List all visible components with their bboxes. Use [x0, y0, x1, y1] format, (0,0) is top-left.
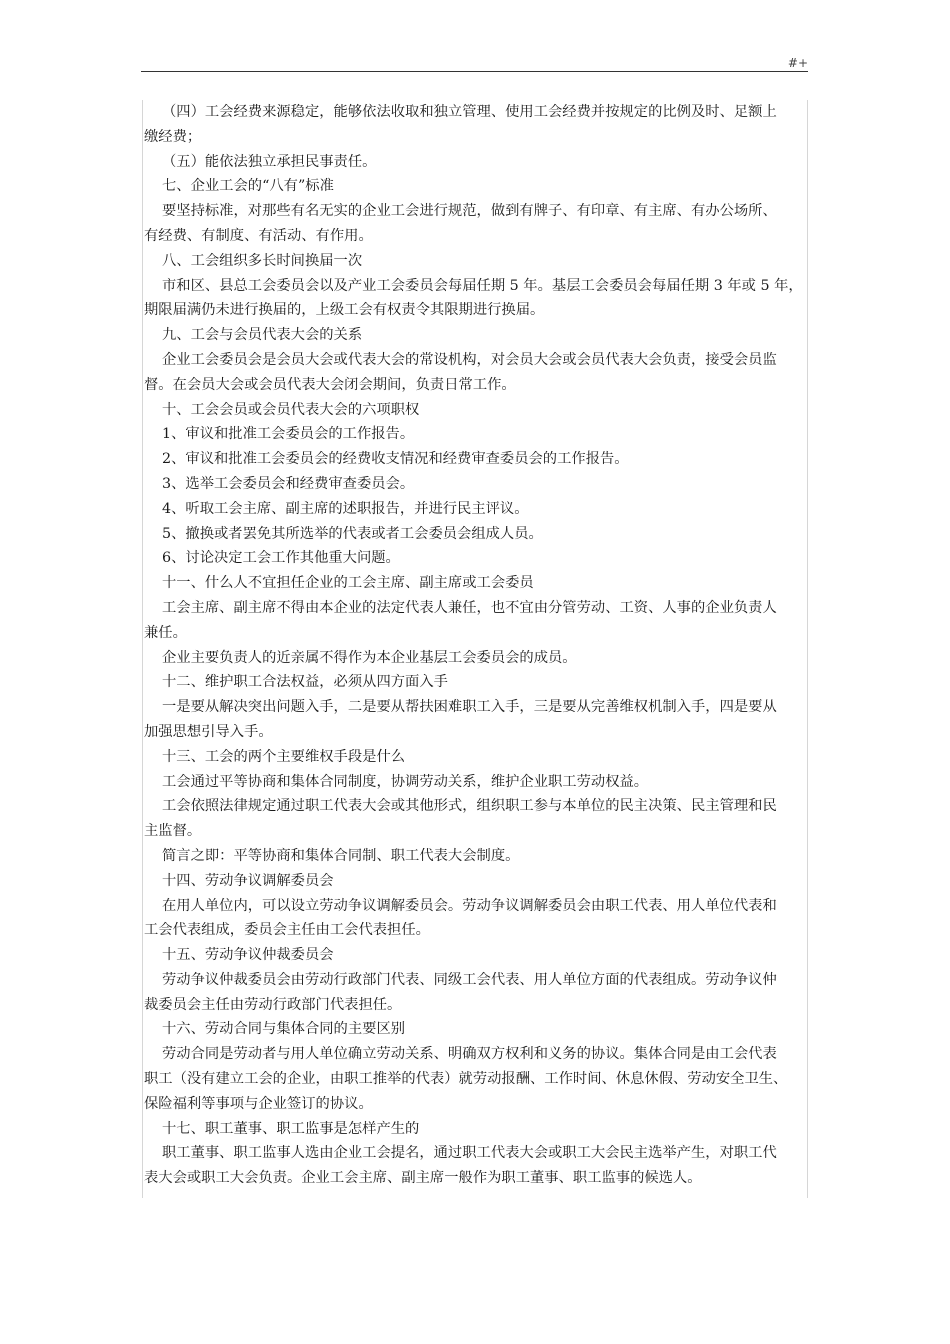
text-line: 工会通过平等协商和集体合同制度，协调劳动关系，维护企业职工劳动权益。 — [162, 773, 649, 790]
text-line: 3、选举工会委员会和经费审查委员会。 — [162, 475, 415, 492]
section-heading: 十一、什么人不宜担任企业的工会主席、副主席或工会委员 — [162, 575, 534, 592]
text-line: 劳动合同是劳动者与用人单位确立劳动关系、明确双方权利和义务的协议。集体合同是由工会代表 — [162, 1046, 777, 1063]
section-heading: 十、工会会员或会员代表大会的六项职权 — [162, 401, 420, 418]
text-line: 2、审议和批准工会委员会的经费收支情况和经费审查委员会的工作报告。 — [162, 451, 629, 468]
header-rule — [141, 71, 808, 72]
text-line: （四）工会经费来源稳定，能够依法收取和独立管理、使用工会经费并按规定的比例及时、足额上 — [162, 104, 777, 120]
section-heading: 七、企业工会的“八有”标准 — [162, 178, 334, 195]
document-body — [142, 100, 808, 1198]
text-line: 5、撤换或者罢免其所选举的代表或者工会委员会组成人员。 — [162, 525, 543, 542]
section-heading: 十五、劳动争议仲裁委员会 — [162, 947, 334, 964]
text-line: 劳动争议仲裁委员会由劳动行政部门代表、同级工会代表、用人单位方面的代表组成。劳动争议仲 — [162, 971, 777, 988]
text-line: 有经费、有制度、有活动、有作用。 — [144, 227, 373, 244]
text-line: 表大会或职工大会负责。企业工会主席、副主席一般作为职工董事、职工监事的候选人。 — [144, 1170, 702, 1187]
text-line: （五）能依法独立承担民事责任。 — [162, 153, 377, 170]
section-heading: 十三、工会的两个主要维权手段是什么 — [162, 748, 406, 765]
text-line: 主监督。 — [144, 823, 202, 840]
text-line: 1、审议和批准工会委员会的工作报告。 — [162, 426, 415, 443]
text-line: 企业工会委员会是会员大会或代表大会的常设机构，对会员大会或会员代表大会负责，接受会员监 — [162, 351, 777, 368]
text-line: 要坚持标准，对那些有名无实的企业工会进行规范，做到有牌子、有印章、有主席、有办公场所、 — [162, 203, 777, 220]
section-heading: 十六、劳动合同与集体合同的主要区别 — [162, 1021, 406, 1038]
section-heading: 八、工会组织多长时间换届一次 — [162, 252, 363, 269]
text-line: 保险福利等事项与企业签订的协议。 — [144, 1095, 373, 1112]
text-line: 职工董事、职工监事人选由企业工会提名，通过职工代表大会或职工大会民主选举产生，对职工代 — [162, 1145, 777, 1162]
section-heading: 十二、维护职工合法权益，必须从四方面入手 — [162, 674, 448, 691]
text-line: 加强思想引导入手。 — [144, 723, 273, 740]
text-line: 6、讨论决定工会工作其他重大问题。 — [162, 550, 400, 567]
text-line: 职工（没有建立工会的企业，由职工推举的代表）就劳动报酬、工作时间、休息休假、劳动安全卫生、 — [144, 1071, 788, 1088]
text-line: 裁委员会主任由劳动行政部门代表担任。 — [144, 996, 402, 1013]
text-line: 工会主席、副主席不得由本企业的法定代表人兼任，也不宜由分管劳动、工资、人事的企业负责人 — [162, 599, 777, 616]
text-line: 4、听取工会主席、副主席的述职报告，并进行民主评议。 — [162, 500, 529, 517]
page-mark: #+ — [787, 56, 808, 70]
section-heading: 十四、劳动争议调解委员会 — [162, 872, 334, 889]
text-line: 兼任。 — [144, 624, 187, 641]
text-line: 督。在会员大会或会员代表大会闭会期间，负责日常工作。 — [144, 376, 516, 393]
text-line: 工会依照法律规定通过职工代表大会或其他形式，组织职工参与本单位的民主决策、民主管理和民 — [162, 798, 777, 815]
text-line: 工会代表组成，委员会主任由工会代表担任。 — [144, 922, 430, 939]
text-line: 期限届满仍未进行换届的，上级工会有权责令其限期进行换届。 — [144, 302, 545, 319]
text-line: 企业主要负责人的近亲属不得作为本企业基层工会委员会的成员。 — [162, 649, 577, 666]
text-line: 一是要从解决突出问题入手，二是要从帮扶困难职工入手，三是要从完善维权机制入手，四是要从 — [162, 699, 777, 716]
text-line: 在用人单位内，可以设立劳动争议调解委员会。劳动争议调解委员会由职工代表、用人单位代表和 — [162, 897, 777, 914]
text-line: 市和区、县总工会委员会以及产业工会委员会每届任期 5 年。基层工会委员会每届任期 3 年或 5 年， — [162, 277, 803, 294]
text-line: 简言之即：平等协商和集体合同制、职工代表大会制度。 — [162, 847, 520, 864]
section-heading: 十七、职工董事、职工监事是怎样产生的 — [162, 1120, 420, 1137]
section-heading: 九、工会与会员代表大会的关系 — [162, 327, 363, 344]
text-line: 缴经费； — [144, 128, 202, 145]
